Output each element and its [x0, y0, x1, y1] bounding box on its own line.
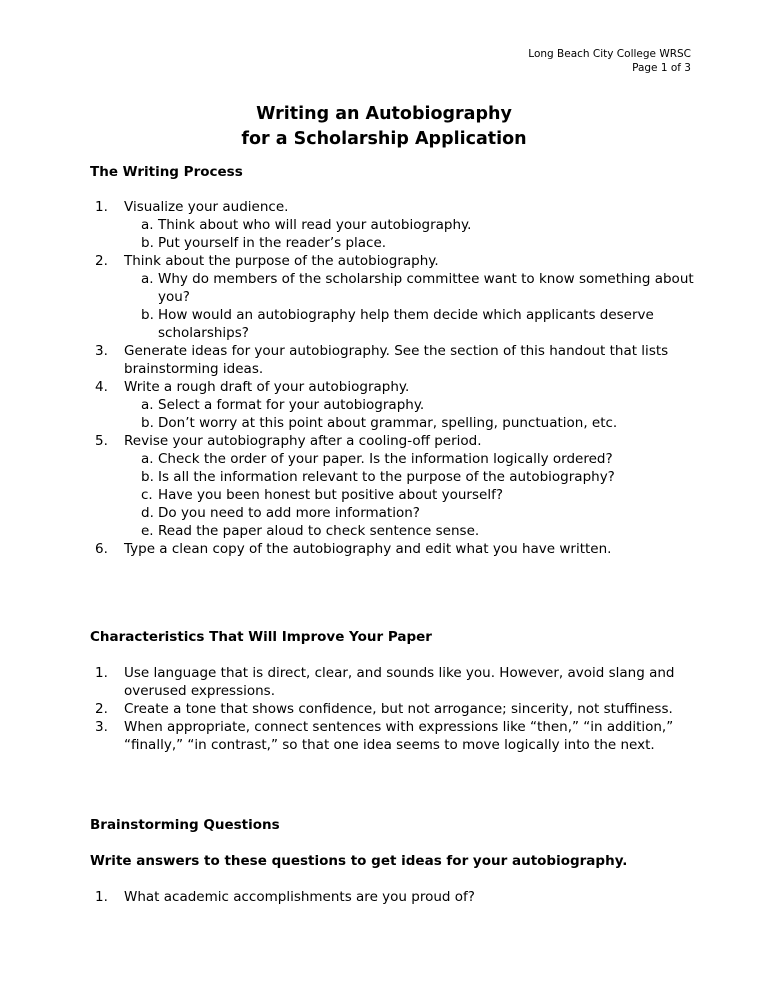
- sub-item-letter: e.: [141, 523, 154, 539]
- item-text: Think about the purpose of the autobiography.: [124, 253, 439, 269]
- item-number: 6.: [95, 541, 108, 557]
- item-number: 4.: [95, 379, 108, 395]
- writing-process-list: [90, 198, 710, 558]
- sub-item-text: Check the order of your paper. Is the information logically ordered?: [158, 451, 613, 467]
- sub-item: [124, 216, 710, 234]
- sub-item: [124, 396, 710, 414]
- item-number: 1.: [95, 665, 108, 681]
- sub-item-text: Don’t worry at this point about grammar, spelling, punctuation, etc.: [158, 415, 618, 431]
- sub-item-text: Read the paper aloud to check sentence sense.: [158, 523, 480, 539]
- sub-list: [124, 450, 710, 540]
- sub-item-letter: a.: [141, 397, 154, 413]
- sub-item-letter: b.: [141, 469, 154, 485]
- sub-item: [124, 522, 710, 540]
- item-number: 1.: [95, 199, 108, 215]
- sub-list: [124, 216, 710, 252]
- header-institution: Long Beach City College WRSC: [528, 48, 691, 60]
- sub-item-letter: a.: [141, 271, 154, 287]
- sub-item: [124, 486, 710, 504]
- sub-item-text: Is all the information relevant to the purpose of the autobiography?: [158, 469, 615, 485]
- document-title: [0, 102, 768, 152]
- sub-item: [124, 270, 710, 306]
- title-line-1: Writing an Autobiography: [256, 104, 512, 124]
- sub-list: [124, 270, 710, 342]
- list-item: [90, 540, 710, 558]
- header-page-number: Page 1 of 3: [632, 62, 691, 74]
- brainstorming-list: [90, 888, 710, 906]
- title-line-2: for a Scholarship Application: [241, 129, 527, 149]
- item-number: 3.: [95, 719, 108, 735]
- item-text: Write a rough draft of your autobiography.: [124, 379, 410, 395]
- page-header: [528, 47, 691, 75]
- sub-item: [124, 234, 710, 252]
- item-text: Revise your autobiography after a cooling-off period.: [124, 433, 482, 449]
- sub-item-text: Think about who will read your autobiography.: [158, 217, 472, 233]
- sub-item: [124, 414, 710, 432]
- item-number: 2.: [95, 701, 108, 717]
- sub-item-text: Put yourself in the reader’s place.: [158, 235, 387, 251]
- list-item: [90, 700, 710, 718]
- brainstorming-instruction: Write answers to these questions to get ideas for your autobiography.: [90, 853, 628, 869]
- item-text: Type a clean copy of the autobiography and edit what you have written.: [124, 541, 612, 557]
- heading-characteristics: Characteristics That Will Improve Your Paper: [90, 629, 432, 645]
- sub-item-text: Why do members of the scholarship committee want to know something about you?: [158, 271, 694, 305]
- item-number: 5.: [95, 433, 108, 449]
- sub-list: [124, 396, 710, 432]
- sub-item-letter: a.: [141, 451, 154, 467]
- sub-item-text: How would an autobiography help them decide which applicants deserve scholarships?: [158, 307, 654, 341]
- list-item: [90, 342, 710, 378]
- list-item: [90, 198, 710, 252]
- sub-item: [124, 450, 710, 468]
- item-number: 2.: [95, 253, 108, 269]
- item-text: Create a tone that shows confidence, but not arrogance; sincerity, not stuffiness.: [124, 701, 673, 717]
- heading-brainstorming: Brainstorming Questions: [90, 817, 280, 833]
- list-item: [90, 252, 710, 342]
- heading-writing-process: The Writing Process: [90, 164, 243, 180]
- sub-item-letter: b.: [141, 415, 154, 431]
- sub-item: [124, 468, 710, 486]
- sub-item-text: Select a format for your autobiography.: [158, 397, 425, 413]
- sub-item: [124, 306, 710, 342]
- list-item: [90, 432, 710, 540]
- item-number: 1.: [95, 889, 108, 905]
- item-number: 3.: [95, 343, 108, 359]
- sub-item-letter: c.: [141, 487, 153, 503]
- item-text: Generate ideas for your autobiography. See the section of this handout that lists brainstorming ideas.: [124, 343, 669, 377]
- sub-item-letter: d.: [141, 505, 154, 521]
- list-item: [90, 664, 710, 700]
- sub-item: [124, 504, 710, 522]
- item-text: When appropriate, connect sentences with expressions like “then,” “in addition,” “finally,” “in contrast,” so that one idea seems to move logically into the next.: [124, 719, 674, 753]
- item-text: Use language that is direct, clear, and sounds like you. However, avoid slang and overused expressions.: [124, 665, 675, 699]
- list-item: [90, 718, 710, 754]
- sub-item-text: Do you need to add more information?: [158, 505, 420, 521]
- item-text: What academic accomplishments are you proud of?: [124, 889, 475, 905]
- item-text: Visualize your audience.: [124, 199, 289, 215]
- list-item: [90, 378, 710, 432]
- list-item: [90, 888, 710, 906]
- sub-item-letter: a.: [141, 217, 154, 233]
- sub-item-letter: b.: [141, 307, 154, 323]
- sub-item-letter: b.: [141, 235, 154, 251]
- sub-item-text: Have you been honest but positive about yourself?: [158, 487, 503, 503]
- characteristics-list: [90, 664, 710, 754]
